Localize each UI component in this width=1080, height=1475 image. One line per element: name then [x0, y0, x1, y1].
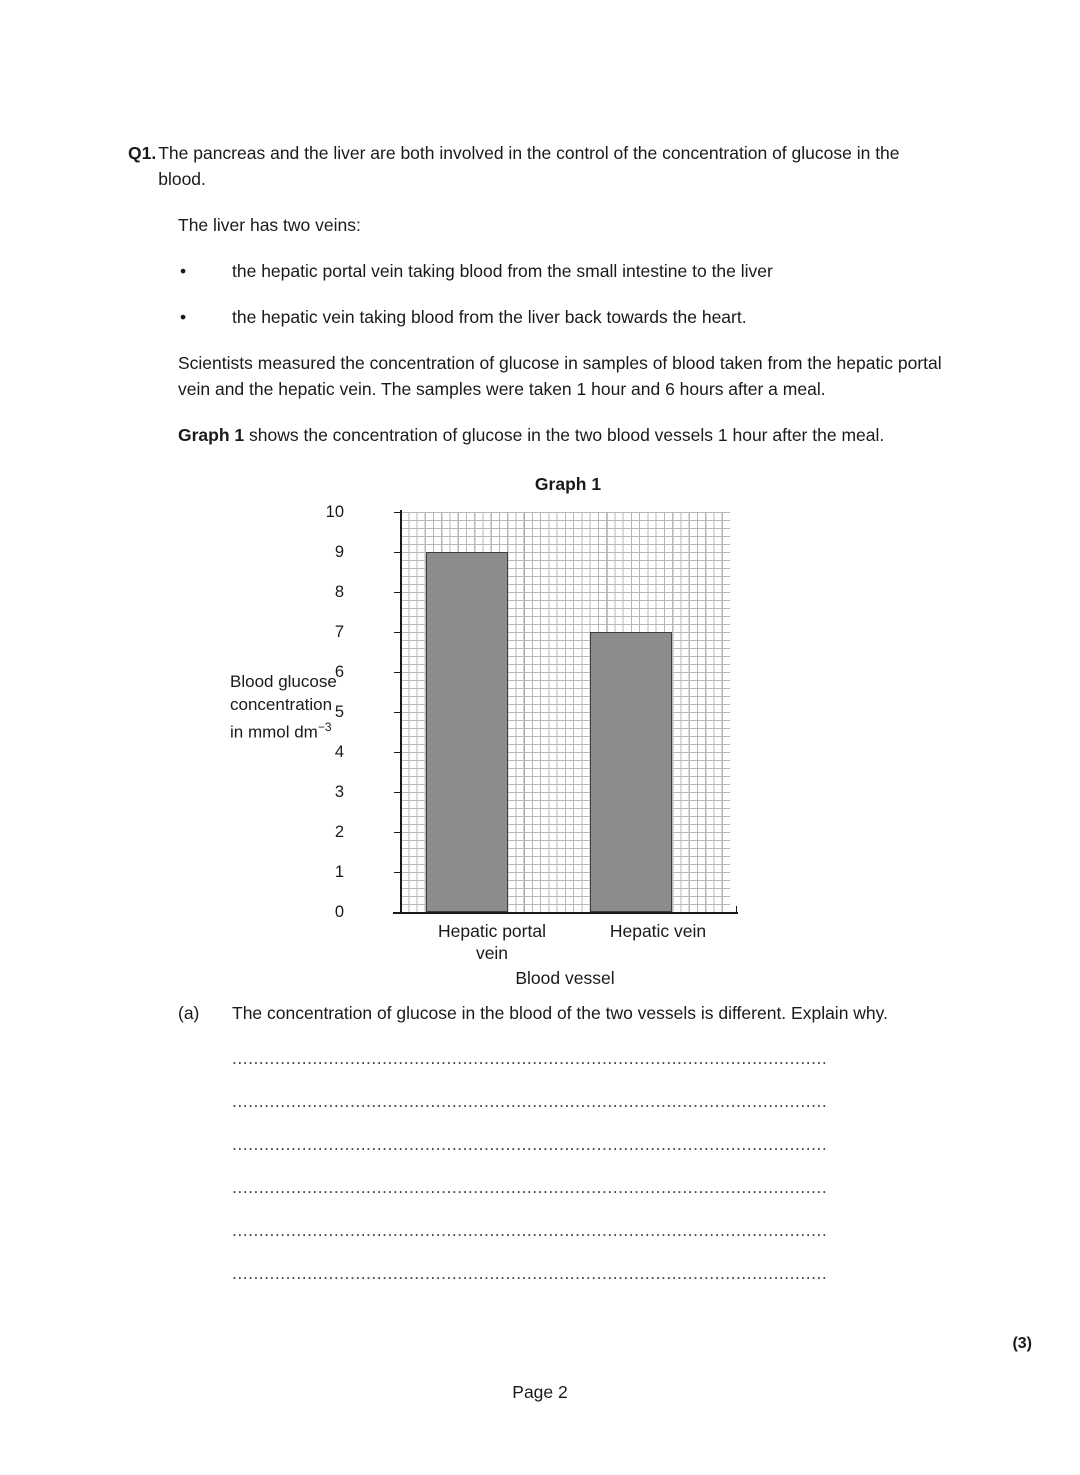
y-tick-label-5: 5	[334, 703, 344, 721]
answer-line[interactable]: ...............................................................................................................	[232, 1177, 828, 1197]
y-tick-label-7: 7	[334, 623, 344, 641]
y-tick-mark	[394, 832, 402, 833]
y-tick-label-1: 1	[334, 863, 344, 881]
part-a-text: The concentration of glucose in the blood of the two vessels is different. Explain why.	[232, 1003, 888, 1023]
answer-line[interactable]: ...............................................................................................................	[232, 1263, 828, 1283]
category-label-hepatic-portal-vein	[402, 920, 582, 964]
answer-line[interactable]: ...............................................................................................................	[232, 1091, 828, 1111]
part-a-letter: (a)	[178, 1003, 200, 1023]
question-number: Q1.	[128, 143, 157, 163]
y-axis-label-line-3: in mmol $dm^{-3}$	[230, 720, 332, 742]
y-tick-label-2: 2	[334, 823, 344, 841]
page-footer: Page 2	[512, 1382, 568, 1402]
category-label-line-2: vein	[475, 943, 509, 963]
answer-line[interactable]: ...............................................................................................................	[232, 1134, 828, 1154]
bullet-item-2	[178, 304, 948, 330]
y-tick-label-8: 8	[334, 583, 344, 601]
graph-reference-label: Graph 1	[178, 425, 245, 445]
question-intro-block	[128, 140, 948, 192]
y-axis-label-line-2: concentration	[230, 695, 333, 714]
answer-lines	[232, 1048, 948, 1284]
bullet-marker: •	[180, 261, 187, 281]
y-tick-mark	[394, 672, 402, 673]
bullet-text: the hepatic vein taking blood from the liver back towards the heart.	[232, 307, 747, 327]
question-intro-text: The pancreas and the liver are both involved in the control of the concentration of glucose in the blood.	[158, 143, 900, 189]
graph-reference-text: shows the concentration of glucose in the two blood vessels 1 hour after the meal.	[244, 425, 885, 445]
y-tick-mark	[394, 632, 402, 633]
method-paragraph: Scientists measured the concentration of glucose in samples of blood taken from the hepatic portal vein and the hepatic vein. The samples were taken 1 hour and 6 hours after a meal.	[178, 353, 942, 399]
y-tick-mark	[394, 712, 402, 713]
part-a	[178, 1000, 948, 1026]
y-tick-mark	[394, 872, 402, 873]
category-label-hepatic-vein	[568, 920, 748, 942]
bar-hepatic-portal-vein	[426, 552, 508, 912]
x-axis-line	[393, 912, 738, 914]
marks-indicator: (3)	[1012, 1335, 1032, 1352]
y-tick-mark	[394, 552, 402, 553]
y-tick-label-10: 10	[325, 503, 344, 521]
veins-intro: The liver has two veins:	[178, 215, 361, 235]
answer-line[interactable]: ...............................................................................................................	[232, 1220, 828, 1240]
y-axis-label-line-1: Blood glucose	[230, 672, 337, 691]
y-tick-label-6: 6	[334, 663, 344, 681]
y-tick-mark	[394, 512, 402, 513]
y-axis-label-superscript: −3	[317, 720, 332, 734]
answer-line[interactable]: ...............................................................................................................	[232, 1048, 828, 1068]
x-axis-end-tick	[736, 906, 737, 914]
graph-1-figure	[128, 474, 948, 988]
bullet-marker: •	[180, 307, 187, 327]
y-tick-label-9: 9	[334, 543, 344, 561]
y-tick-label-0: 0	[334, 903, 344, 921]
bullet-text: the hepatic portal vein taking blood from the small intestine to the liver	[232, 261, 773, 281]
question-content	[128, 140, 948, 1306]
category-label-line-1: Hepatic vein	[609, 921, 707, 941]
bar-hepatic-vein	[590, 632, 672, 912]
chart-title: Graph 1	[534, 474, 602, 494]
bullet-item-1	[178, 258, 948, 284]
y-tick-label-4: 4	[334, 743, 344, 761]
y-tick-mark	[394, 752, 402, 753]
graph-reference-paragraph	[178, 422, 948, 448]
chart-plot-area	[400, 512, 730, 912]
y-tick-mark	[394, 592, 402, 593]
y-tick-mark	[394, 792, 402, 793]
y-tick-label-3: 3	[334, 783, 344, 801]
x-axis-title: Blood vessel	[515, 968, 615, 988]
category-label-line-1: Hepatic portal	[438, 921, 546, 941]
